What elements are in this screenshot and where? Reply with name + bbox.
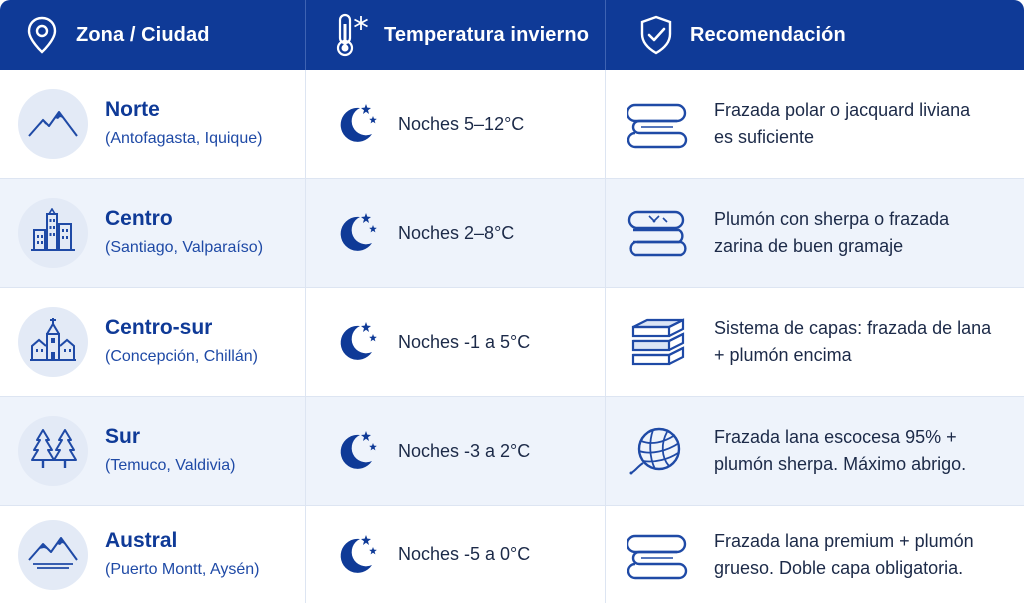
temperature-cell [306,397,606,505]
recommendation-line: grueso. Doble capa obligatoria. [714,557,964,578]
zone-name: Centro [105,207,173,230]
mountains-icon [27,104,79,145]
zone-cell [0,506,306,603]
recommendation-line: es suficiente [714,127,815,147]
recommendation-text [714,315,1004,369]
header-zone-label: Zona / Ciudad [76,23,210,46]
zone-name: Sur [105,425,141,448]
table-body [0,70,1024,603]
recommendation-cell [606,70,1024,178]
header-recommendation [606,0,1024,70]
folded-blanket-icon [626,527,690,583]
church-town-icon [28,316,78,369]
table-row [0,506,1024,603]
recommendation-line: Frazada lana escocesa 95% + [714,427,957,447]
zone-badge [18,89,88,159]
recommendation-cell [606,397,1024,505]
header-zone [0,0,306,70]
moon-stars-icon [332,531,380,579]
temperature-cell [306,288,606,396]
recommendation-line: Frazada polar o jacquard liviana [714,100,971,120]
header-temperature [306,0,606,70]
layered-blankets-icon [626,314,690,370]
table-header [0,0,1024,70]
recommendation-text [714,97,1004,151]
city-buildings-icon [29,208,77,259]
recommendation-text [714,206,1004,260]
moon-stars-icon [332,100,380,148]
temperature-cell [306,179,606,287]
zone-badge [18,198,88,268]
zone-cell [0,397,306,505]
header-recommendation-label: Recomendación [690,23,846,46]
shield-check-icon [636,15,676,55]
table-row [0,179,1024,288]
zone-name: Centro-sur [105,316,213,339]
zone-cities: (Temuco, Valdivia) [105,457,236,474]
zone-badge [18,416,88,486]
recommendation-text [714,528,1004,582]
zone-cities: (Concepción, Chillán) [105,348,258,365]
recommendation-cell [606,179,1024,287]
folded-blanket-icon [626,96,690,152]
zone-cities: (Puerto Montt, Aysén) [105,560,260,578]
temperature-value: Noches 2–8°C [398,222,515,243]
zone-cities: (Santiago, Valparaíso) [105,239,264,256]
snowy-mountains-icon [27,532,79,577]
table-row [0,70,1024,179]
recommendation-line: zarina de buen gramaje [714,236,904,256]
moon-stars-icon [332,209,380,257]
temperature-cell [306,506,606,603]
location-pin-icon [22,15,62,55]
table-row [0,288,1024,397]
recommendation-cell [606,288,1024,396]
pine-trees-icon [29,426,77,477]
zone-badge [18,307,88,377]
temperature-value: Noches 5–12°C [398,113,525,134]
temperature-value: Noches -3 a 2°C [398,440,531,461]
zone-cell [0,179,306,287]
recommendation-text [714,424,1004,478]
moon-stars-icon [332,318,380,366]
recommendation-line: plumón sherpa. Máximo abrigo. [714,454,967,474]
zone-name: Norte [105,98,160,121]
yarn-ball-icon [626,423,690,479]
quilted-blanket-icon [626,205,690,261]
moon-stars-icon [332,427,380,475]
recommendation-line: Sistema de capas: frazada de lana [714,318,992,338]
temperature-value: Noches -5 a 0°C [398,544,531,564]
zone-cell [0,70,306,178]
zone-name: Austral [105,528,178,552]
recommendation-line: Plumón con sherpa o frazada [714,209,950,229]
zone-cell [0,288,306,396]
recommendation-line: + plumón encima [714,345,852,365]
temperature-cell [306,70,606,178]
header-temperature-label: Temperatura invierno [384,23,590,46]
zone-cities: (Antofagasta, Iquique) [105,130,263,147]
recommendation-cell [606,506,1024,603]
zone-badge [18,520,88,590]
table-row [0,397,1024,506]
temperature-value: Noches -1 a 5°C [398,331,531,352]
recommendation-line: Frazada lana premium + plumón [714,530,974,551]
thermometer-snowflake-icon [330,15,370,55]
